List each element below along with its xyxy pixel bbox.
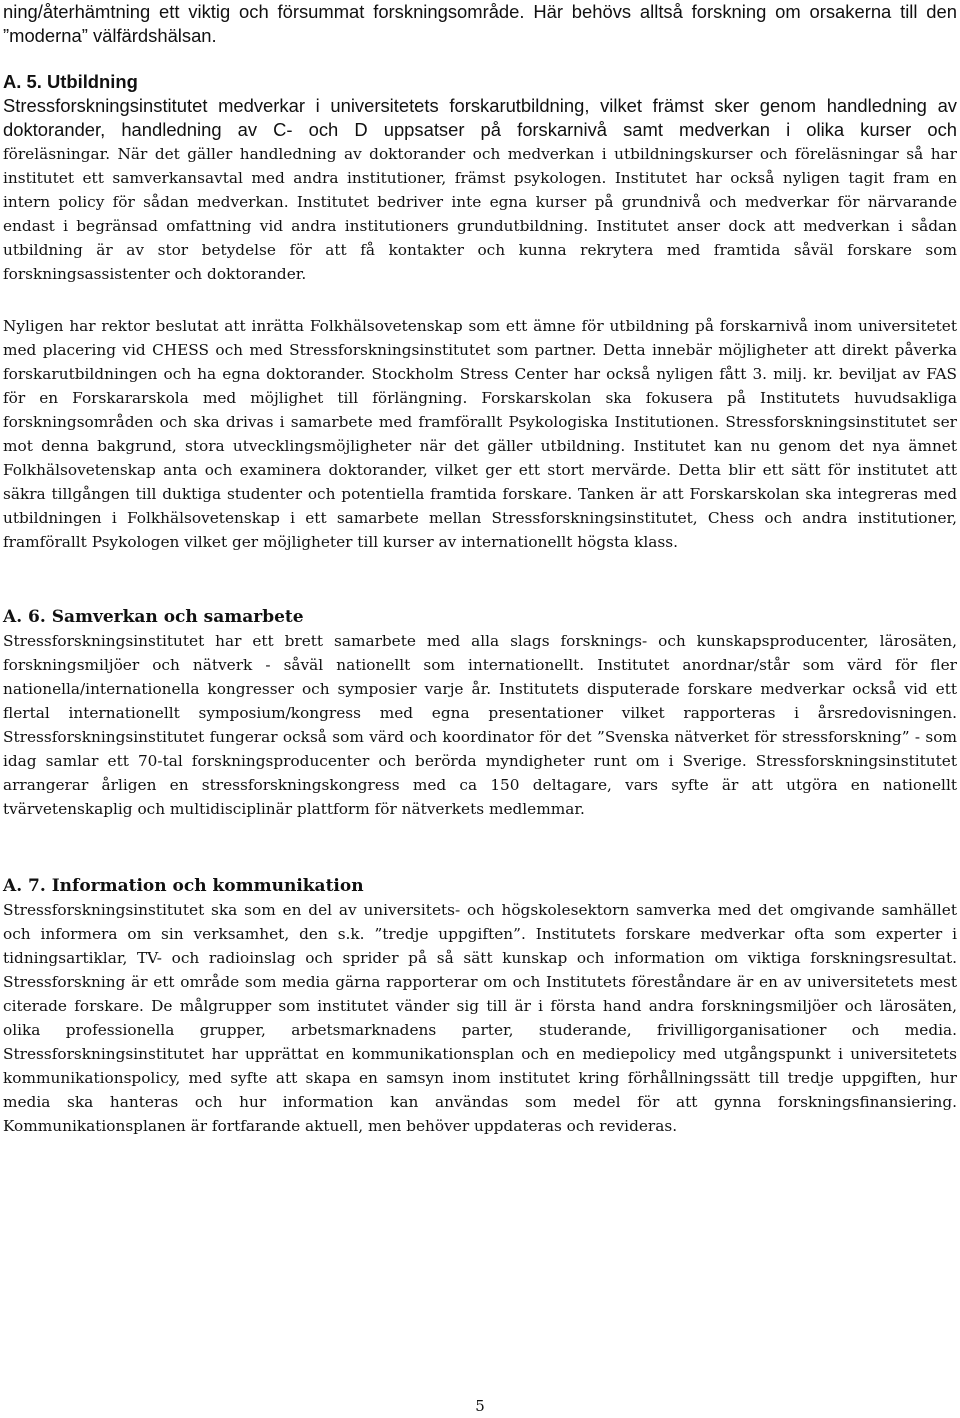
a7-paragraph: Stressforskningsinstitutet ska som en del av universitets- och högskolesektorn samverka med det omgivande samhället och informera om sin verksamhet, den s.k. ”tredje uppgiften”. Institutets forskare medverkar ofta som experter i tidningsartiklar, TV- och radioinslag och sprider på så sätt kunskap och information om viktiga forskningsresultat. Stressforskning är ett område som media gärna rapporterar om och Institutets föreståndare är en av universitetets mest citerade forskare. De målgrupper som institutet vänder sig till är i första hand andra forskningsmiljöer och lärosäten, olika professionella grupper, arbetsmarknadens parter, studerande, frivilligorganisationer och media. Stressforskningsinstitutet har upprättat en kommunikationsplan och en mediepolicy med utgångspunkt i universitetets kommunikationspolicy, med syfte att skapa en samsyn inom institutet kring förhållningssätt till tredje uppgiften, hur media ska hanteras och hur information kan användas som medel för att gynna forskningsfinansiering. Kommunikationsplanen är fortfarande aktuell, men behöver uppdateras och revideras. (3, 901, 957, 1135)
heading-a7: A. 7. Information och kommunikation (3, 876, 364, 896)
a5-paragraph-1-part-2: föreläsningar. När det gäller handledning av doktorander och medverkan i utbildningskurser och föreläsningar så har institutet ett samverkansavtal med andra institutioner, främst psykologen. Institutet har också nyligen tagit fram en intern policy för sådan medverkan. Institutet bedriver inte egna kurser på grundnivå och medverkar för närvarande endast i begränsad omfattning vid andra institutioners grundutbildning. Institutet anser dock att medverkan i sådan utbildning är av stor betydelse för att få kontakter och kunna rekrytera med framtida såväl forskare som forskningsassistenter och doktorander. (3, 145, 957, 283)
a5-paragraph-2: Nyligen har rektor beslutat att inrätta Folkhälsovetenskap som ett ämne för utbildning på forskarnivå inom universitetet med placering vid CHESS och med Stressforskningsinstitutet som partner. Detta innebär möjligheter att direkt påverka forskarutbildningen och ha egna doktorander. Stockholm Stress Center har också nyligen fått 3. milj. kr. beviljat av FAS för en Forskararskola med möjlighet till förlängning. Forskarskolan ska fokusera på Institutets huvudsakliga forskningsområden och ska drivas i samarbete med framförallt Psykologiska Institutionen. Stressforskningsinstitutet ser mot denna bakgrund, stora utvecklingsmöjligheter när det gäller utbildning. Institutet kan nu genom det nya ämnet Folkhälsovetenskap anta och examinera doktorander, vilket ger ett stort mervärde. Detta blir ett sätt för institutet att säkra tillgången till duktiga studenter och potentiella framtida forskare. Tanken är att Forskarskolan ska integreras med utbildningen i Folkhälsovetenskap i ett samarbete mellan Stressforskningsinstitutet, Chess och andra institutioner, framförallt Psykologen vilket ger möjligheter till kurser av internationellt högsta klass. (3, 317, 957, 551)
intro-paragraph: ning/återhämtning ett viktig och försummat forskningsområde. Här behövs alltså forskning om orsakerna till den ”moderna” välfärdshälsan. (3, 1, 957, 46)
a5-paragraph-1-part-1: Stressforskningsinstitutet medverkar i universitetets forskarutbildning, vilket främst sker genom handledning av doktorander, handledning av C- och D uppsatser på forskarnivå samt medverkan i olika kurser och (3, 95, 957, 140)
page-number: 5 (475, 1397, 485, 1415)
heading-a6: A. 6. Samverkan och samarbete (3, 607, 304, 627)
a6-paragraph: Stressforskningsinstitutet har ett brett samarbete med alla slags forsknings- och kunskapsproducenter, lärosäten, forskningsmiljöer och nätverk - såväl nationellt som internationellt. Institutet anordnar/står som värd för fler nationella/internationella kongresser och symposier varje år. Institutets disputerade forskare medverkar också vid ett flertal internationellt symposium/kongress med egna presentationer vilket rapporteras i årsredovisningen. Stressforskningsinstitutet fungerar också som värd och koordinator för det ”Svenska nätverket för stressforskning” - som idag samlar ett 70-tal forskningsproducenter och berörda myndigheter runt om i Sverige. Stressforskningsinstitutet arrangerar årligen en stressforskningskongress med ca 150 deltagare, vars syfte är att utgöra en nationellt tvärvetenskaplig och multidisciplinär plattform för nätverkets medlemmar. (3, 632, 957, 818)
heading-a5: A. 5. Utbildning (3, 71, 138, 92)
